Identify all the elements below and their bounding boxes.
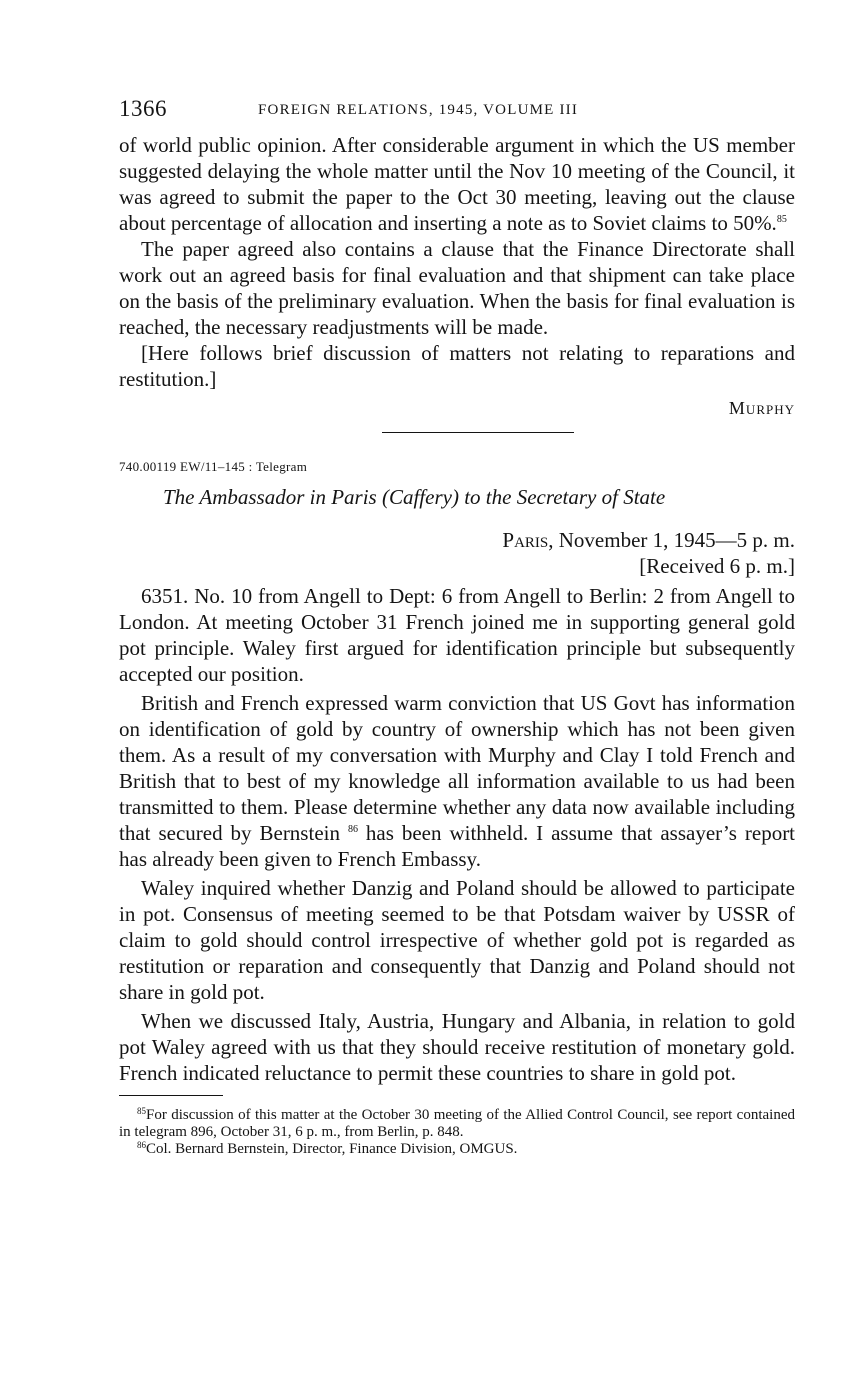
continued-document-body — [119, 132, 795, 392]
body-paragraph: 6351. No. 10 from Angell to Dept: 6 from Angell to Berlin: 2 from Angell to London. At meeting October 31 French joined me in supporting general gold pot principle. Waley first argued for identification principle but subsequently accepted our position. — [119, 584, 795, 686]
section-divider — [382, 432, 574, 433]
body-paragraph: The paper agreed also contains a clause that the Finance Directorate shall work out an agreed basis for final evaluation and that shipment can take place on the basis of the preliminary evaluation. When the basis for final evaluation is reached, the necessary readjustments will be made. — [119, 237, 795, 339]
page-number: 1366 — [119, 96, 167, 121]
body-paragraph: [Here follows brief discussion of matters not relating to reparations and restitution.] — [119, 341, 795, 391]
footnote-ref[interactable]: 85 — [776, 214, 787, 225]
file-reference: 740.00119 EW/11–145 : Telegram — [119, 459, 308, 474]
dateline-place: Paris — [502, 528, 549, 552]
footnote — [119, 1141, 795, 1158]
running-head: FOREIGN RELATIONS, 1945, VOLUME III — [258, 102, 579, 118]
footnote-text: Col. Bernard Bernstein, Director, Finance Division, OMGUS. — [146, 1141, 518, 1157]
document-title: The Ambassador in Paris (Caffery) to the Secretary of State — [163, 485, 666, 509]
footnotes — [119, 1107, 795, 1158]
received-note: [Received 6 p. m.] — [639, 554, 795, 578]
page-header — [119, 92, 795, 132]
footnote-text: For discussion of this matter at the October 30 meeting of the Allied Control Council, see report contained in telegram 896, October 31, 6 p. m., from Berlin, p. 848. — [119, 1107, 795, 1140]
body-paragraph: Waley inquired whether Danzig and Poland should be allowed to participate in pot. Consensus of meeting seemed to be that Potsdam waiver by USSR of claim to gold should control irrespective of whether gold pot is regarded as restitution or reparation and consequently that Danzig and Poland should not share in gold pot. — [119, 876, 795, 1004]
dateline — [119, 527, 795, 553]
footnote-divider — [119, 1095, 223, 1096]
footnote-number: 86 — [137, 1140, 146, 1150]
telegram-body — [119, 583, 795, 1086]
footnote — [119, 1107, 795, 1141]
document-page — [119, 92, 795, 1158]
signature: Murphy — [728, 398, 795, 418]
body-paragraph: When we discussed Italy, Austria, Hungary and Albania, in relation to gold pot Waley agreed with us that they should receive restitution of monetary gold. French indicated reluctance to permit these countries to share in gold pot. — [119, 1009, 795, 1085]
dateline-date: , November 1, 1945—5 p. m. — [548, 528, 795, 552]
body-paragraph: British and French expressed warm conviction that US Govt has information on identification of gold by country of ownership which has not been given them. As a result of my conversation with Murphy and Clay I told French and British that to best of my knowledge all information available to us had been transmitted to them. Please determine whether any data now available including that secured by Bernstein $^{86}$ has been withheld. I assume that assayer’s report has already been given to French Embassy. — [119, 691, 796, 871]
footnote-ref[interactable]: 86 — [347, 824, 358, 835]
footnote-number: 85 — [137, 1106, 146, 1116]
body-paragraph: of world public opinion. After considerable argument in which the US member suggested delaying the whole matter until the Nov 10 meeting of the Council, it was agreed to submit the paper to the Oct 30 meeting, leaving out the clause about percentage of allocation and inserting a note as to Soviet claims to 50%.$^{85}$ — [119, 133, 795, 235]
